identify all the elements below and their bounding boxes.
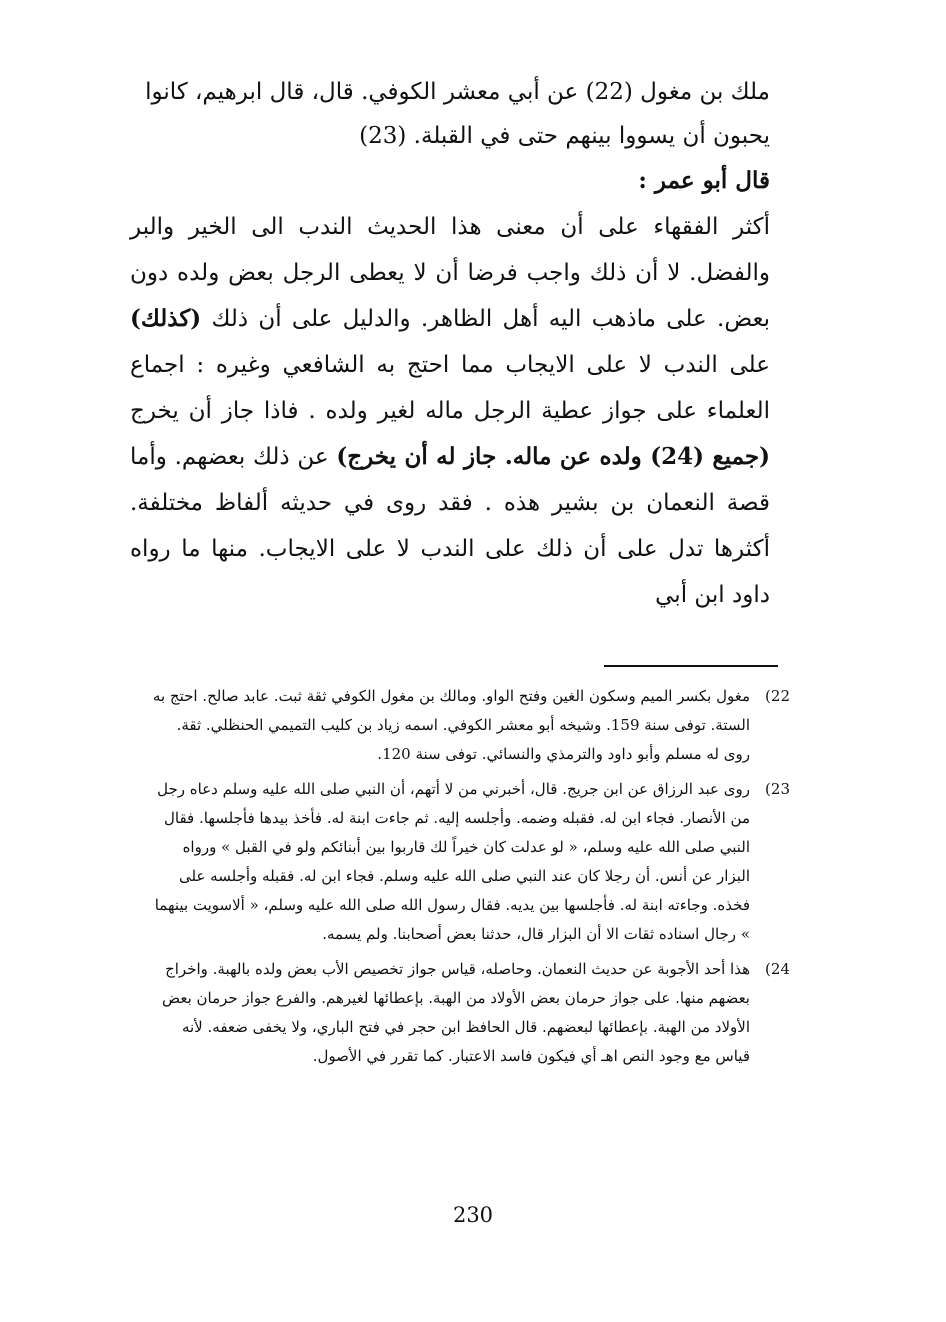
intro-paragraph: ملك بن مغول (22) عن أبي معشر الكوفي. قال، قال ابرهيم، كانوا يحبون أن يسووا بينهم حتى في القبلة. (23) [145, 79, 770, 149]
footnote-24 [150, 955, 790, 1071]
footnote-divider [604, 665, 778, 667]
footnotes [150, 682, 790, 1077]
footnote-text: روى عبد الرزاق عن ابن جريج. قال، أخبرني من لا أتهم، أن النبي صلى الله عليه وسلم دعاه رجل من الأنصار. فجاء ابن له. فقبله وضمه. وأجلسه إليه. ثم جاءت ابنة له. فأخذ بيدها فأجلسها. فقال النبي صلى الله عليه وسلم، « لو عدلت كان خيراً لك قاربوا بين أبنائكم ولو في القبل » ورواه البزار عن أنس. أن رجلا كان عند النبي صلى الله عليه وسلم. فجاء ابن له. فقبله وأجلسه على فخذه. وجاءته ابنة له. فأجلسها بين يديه. فقال رسول الله صلى الله عليه وسلم، « ألاسويت بينهما » رجال اسناده ثقات الا أن البزار قال، حدثنا بعض أصحابنا. ولم يسمه. [154, 780, 750, 943]
body-text-part-2: على الندب لا على الايجاب مما احتج به الشافعي وغيره : اجماع العلماء على جواز عطية الرجل ماله لغير ولده . فاذا جاز أن يخرج [130, 352, 770, 424]
body-text-part-1: أكثر الفقهاء على أن معنى هذا الحديث الندب الى الخير والبر والفضل. لا أن ذلك واجب فرضا أن لا يعطى الرجل بعض ولده دون بعض. على ماذهب اليه أهل الظاهر. والدليل على أن ذلك [130, 214, 770, 332]
footnote-22 [150, 682, 790, 769]
footnote-23 [150, 775, 790, 949]
body-paragraph [130, 204, 770, 618]
bold-bracket-jami: (جميع (24) ولده عن ماله. جاز له أن يخرج) [336, 443, 770, 470]
footnote-number: (22 [765, 687, 790, 705]
footnote-number: (23 [765, 780, 790, 798]
section-heading: قال أبو عمر : [638, 167, 770, 194]
footnote-text: هذا أحد الأجوبة عن حديث النعمان. وحاصله، قياس جواز تخصيص الأب بعض ولده بالهبة. واخراج بعضهم منها. على جواز حرمان بعض الأولاد من الهبة. بإعطائها لغيرهم. والفرع جواز حرمان بعض الأولاد من الهبة. بإعطائها لبعضهم. قال الحافظ ابن حجر في فتح الباري، ولا يخفى ضعفه. لأنه قياس مع وجود النص اهـ أي فيكون فاسد الاعتبار. كما تقرر في الأصول. [161, 960, 750, 1065]
body-text-part-3: عن ذلك بعضهم. وأما قصة النعمان بن بشير هذه . فقد روى في حديثه ألفاظ مختلفة. أكثرها تدل على أن ذلك على الندب لا على الايجاب. منها ما رواه داود ابن أبي [130, 444, 770, 608]
page-number: 230 [452, 1203, 494, 1227]
footnote-number: (24 [765, 960, 790, 978]
footnote-text: مغول بكسر الميم وسكون الغين وفتح الواو. ومالك بن مغول الكوفي ثقة ثبت. عابد صالح. احتج به الستة. توفى سنة 159. وشيخه أبو معشر الكوفي. اسمه زياد بن كليب التميمي الحنظلي. ثقة. روى له مسلم وأبو داود والترمذي والنسائي. توفى سنة 120. [152, 687, 750, 763]
bold-bracket-kadhalik: (كذلك) [130, 305, 202, 332]
main-text [130, 70, 770, 618]
